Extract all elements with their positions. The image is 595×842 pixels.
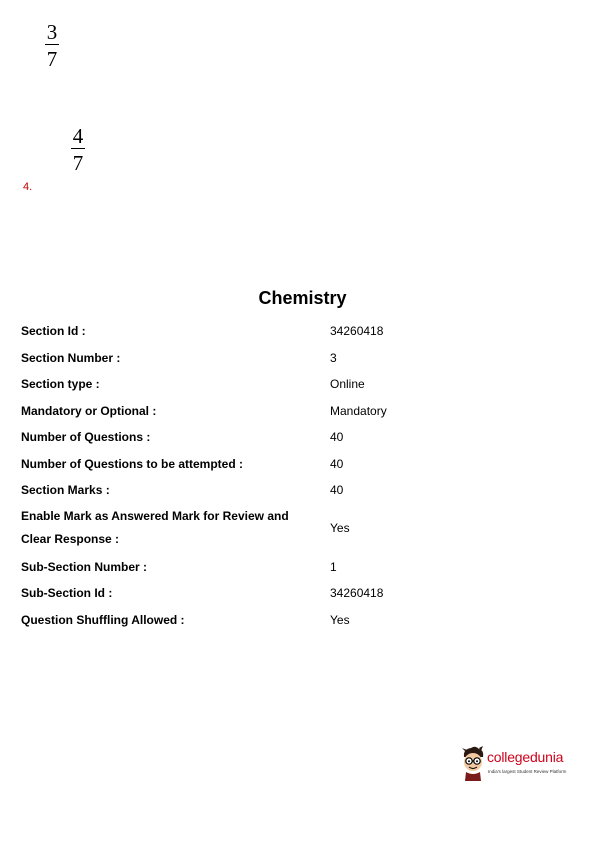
- row-value: 40: [330, 430, 344, 444]
- row-value: 40: [330, 457, 344, 471]
- row-label: Number of Questions to be attempted :: [21, 457, 244, 471]
- collegedunia-logo: [459, 745, 579, 781]
- row-value: 34260418: [330, 324, 384, 338]
- row-label: Mandatory or Optional :: [21, 404, 157, 418]
- row-value: 34260418: [330, 586, 384, 600]
- row-label: Number of Questions :: [21, 430, 151, 444]
- fraction-numerator: 3: [46, 20, 58, 44]
- brand-name: collegedunia: [487, 749, 564, 765]
- row-label-line: Clear Response :: [21, 532, 120, 546]
- row-label: Section type :: [21, 377, 100, 391]
- row-value: Yes: [330, 521, 350, 535]
- fraction-denominator: 7: [72, 151, 84, 175]
- fraction-bar: [45, 44, 59, 45]
- row-label: Sub-Section Number :: [21, 560, 148, 574]
- row-value: Mandatory: [330, 404, 387, 418]
- fraction-denominator: 7: [46, 47, 58, 71]
- row-label: Sub-Section Id :: [21, 586, 113, 600]
- section-title: Chemistry: [258, 288, 347, 308]
- brand-tagline: India's largest Student Review Platform: [488, 769, 567, 774]
- fraction-bar: [71, 148, 85, 149]
- row-value: 40: [330, 483, 344, 497]
- option-number: 4.: [23, 181, 33, 193]
- row-label: Section Marks :: [21, 483, 110, 497]
- fraction-option-3: [42, 22, 62, 70]
- row-label-line: Enable Mark as Answered Mark for Review and: [21, 509, 289, 523]
- row-value: Yes: [330, 613, 350, 627]
- fraction-option-4: [68, 126, 88, 174]
- mascot-icon: [459, 745, 487, 781]
- row-label: Question Shuffling Allowed :: [21, 613, 185, 627]
- row-label: Section Id :: [21, 324, 86, 338]
- row-value: 3: [330, 351, 337, 365]
- row-label: [21, 505, 316, 551]
- fraction-numerator: 4: [72, 124, 84, 148]
- row-value: Online: [330, 377, 365, 391]
- row-value: 1: [330, 560, 337, 574]
- row-label: Section Number :: [21, 351, 121, 365]
